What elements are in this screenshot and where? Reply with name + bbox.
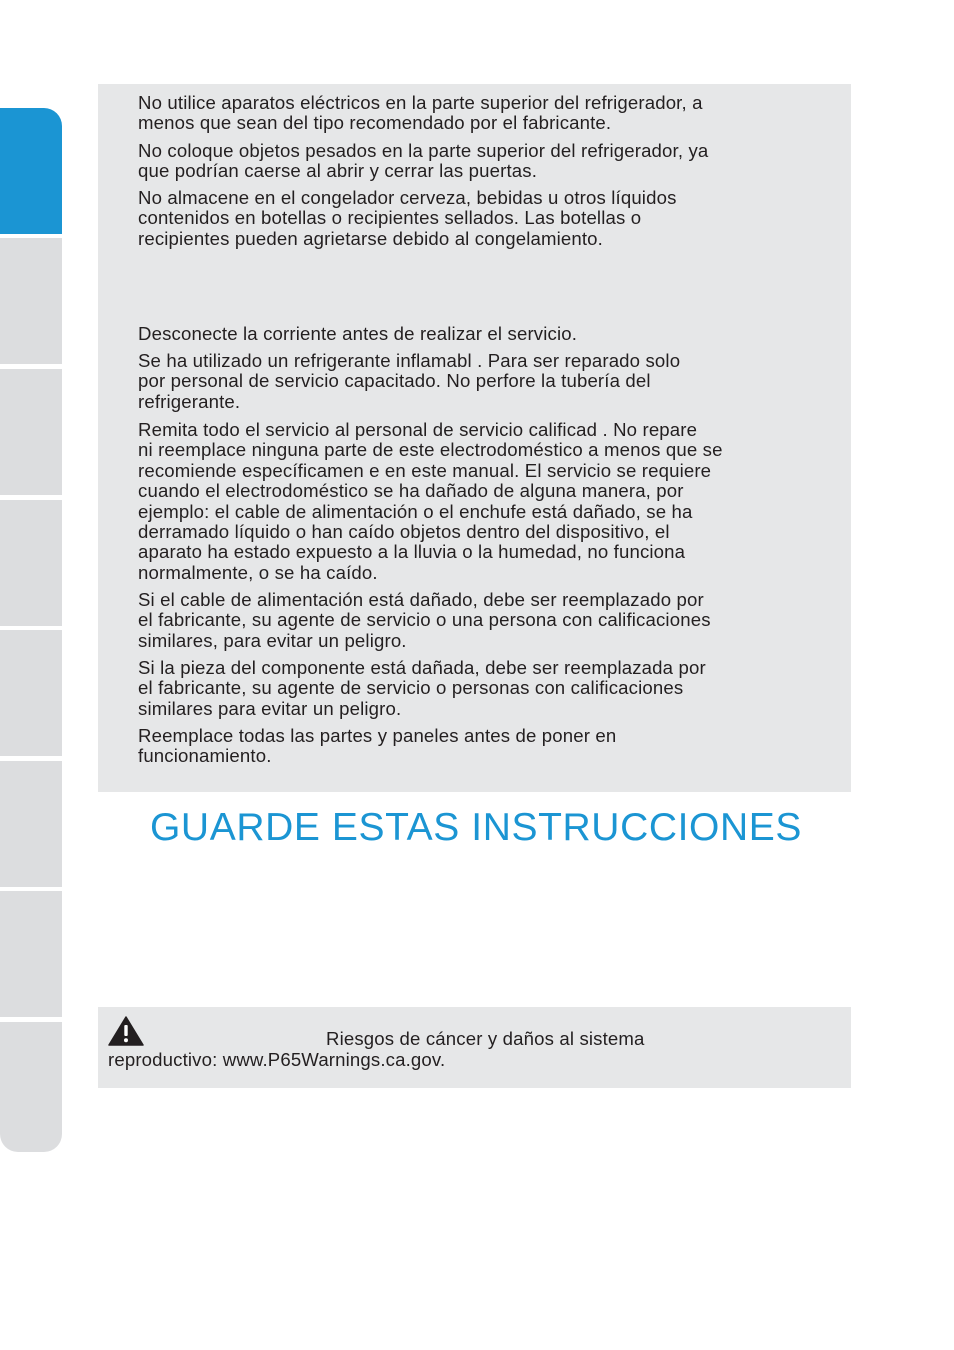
side-tab-1[interactable]: [0, 108, 62, 236]
safety-paragraph: Si el cable de alimentación está dañado, debe ser reemplazado por el fabricante, su agente de servicio o una persona con calificaciones similares, para evitar un peligro.: [138, 589, 711, 651]
side-tab-6[interactable]: [0, 761, 62, 889]
side-tab-8[interactable]: [0, 1022, 62, 1152]
safety-paragraph: Reemplace todas las partes y paneles antes de poner en funcionamiento.: [138, 725, 617, 767]
safety-paragraph: Si la pieza del componente está dañada, debe ser reemplazada por el fabricante, su agente de servicio o personas con calificaciones similares para evitar un peligro.: [138, 657, 706, 719]
prop65-text-line1: Riesgos de cáncer y daños al sistema: [326, 1028, 645, 1049]
side-tab-5[interactable]: [0, 630, 62, 758]
safety-paragraph: Desconecte la corriente antes de realizar el servicio.: [138, 323, 578, 344]
side-tab-4[interactable]: [0, 500, 62, 628]
prop65-text-line2: reproductivo: www.P65Warnings.ca.gov.: [108, 1049, 446, 1070]
safety-paragraph: Remita todo el servicio al personal de servicio calificad . No repare ni reemplace ninguna parte de este electrodoméstico a menos que se recomiende específicamen e en este manual. El servicio se requiere cuando el electrodoméstico se ha dañado de alguna manera, por ejemplo: el cable de alimentación o el enchufe está dañado, se ha derramado líquido o han caído objetos dentro del dispositivo, el aparato ha estado expuesto a la lluvia o la humedad, no funciona normalmente, o se ha caído.: [138, 419, 723, 583]
side-tab-strip: [0, 108, 62, 1152]
side-tab-3[interactable]: [0, 369, 62, 497]
page-heading: GUARDE ESTAS INSTRUCCIONES: [150, 806, 802, 849]
warning-triangle-icon: [108, 1016, 144, 1046]
safety-paragraph: No coloque objetos pesados en la parte superior del refrigerador, ya que podrían caerse al abrir y cerrar las puertas.: [138, 140, 709, 182]
safety-paragraph: No almacene en el congelador cerveza, bebidas u otros líquidos contenidos en botellas o recipientes sellados. Las botellas o recipientes pueden agrietarse debido al congelamiento.: [138, 187, 677, 249]
safety-paragraph: Se ha utilizado un refrigerante inflamabl . Para ser reparado solo por personal de servicio capacitado. No perfore la tubería del refrigerante.: [138, 350, 681, 412]
safety-paragraph: No utilice aparatos eléctricos en la parte superior del refrigerador, a menos que sean del tipo recomendado por el fabricante.: [138, 92, 703, 134]
side-tab-2[interactable]: [0, 238, 62, 366]
side-tab-7[interactable]: [0, 891, 62, 1019]
